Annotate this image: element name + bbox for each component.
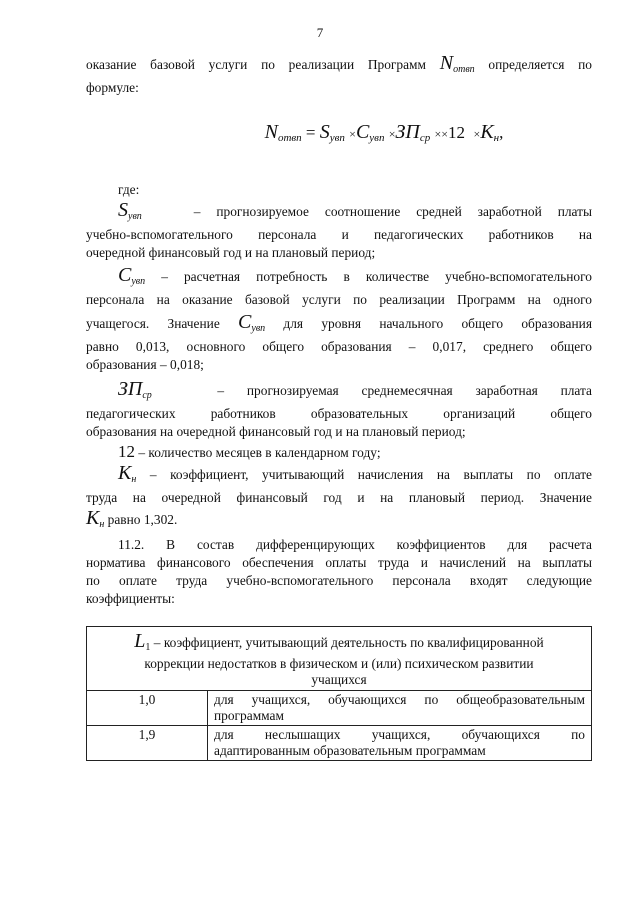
para-11-2-line-2: норматива финансового обеспечения оплаты труда и начислений на выплаты xyxy=(86,555,592,570)
symbol-zp-sr: $ЗП_{ср}$ xyxy=(118,378,152,401)
symbol-twelve: 12 xyxy=(118,442,135,461)
def-s-line-1: $S_{увп}$ – прогнозируемое соотношение средней заработной платы xyxy=(118,199,592,222)
formula: $N_{отвп} = S_{увп} \times C_{увп} \times ЗП_{ср} \times\times 12 \times K_н$, xyxy=(264,121,504,144)
def-c-line-2: персонала на оказание базовой услуги по реализации Программ на одного xyxy=(86,292,592,307)
table-header-row xyxy=(87,627,592,691)
def-c-line-4: равно 0,013, основного общего образования – 0,017, среднего общего xyxy=(86,339,592,354)
intro-line-2: формуле: xyxy=(86,80,139,95)
coefficient-description: для учащихся, обучающихся по общеобразовательным программам xyxy=(208,691,592,726)
symbol-k-n-inline: $K_н$ xyxy=(86,507,105,530)
def-k-line-3: $K_н$ равно 1,302. xyxy=(86,507,178,530)
def-c-line-5: образования – 0,018; xyxy=(86,357,204,372)
def-k-line-2: труда на очередной финансовый год и на плановый период. Значение xyxy=(86,490,592,505)
page-number: 7 xyxy=(316,25,324,40)
coefficients-table xyxy=(86,626,592,761)
symbol-c-uvp: $C_{увп}$ xyxy=(118,264,146,287)
def-zp-line-1: $ЗП_{ср}$ – прогнозируемая среднемесячная заработная плата xyxy=(118,378,592,401)
symbol-k-n: $K_н$ xyxy=(118,462,137,485)
para-11-2-line-4: коэффициенты: xyxy=(86,591,175,606)
def-c-line-1: $C_{увп}$ – расчетная потребность в количестве учебно-вспомогательного xyxy=(118,264,592,287)
where-label: где: xyxy=(118,182,140,197)
def-zp-line-2: педагогических работников образовательных организаций общего xyxy=(86,406,592,421)
def-twelve: 12 – количество месяцев в календарном году; xyxy=(118,442,381,461)
coefficient-description: для неслышащих учащихся, обучающихся по адаптированным образовательным программам xyxy=(208,726,592,761)
coefficient-value: 1,9 xyxy=(87,726,208,761)
symbol-l1: $L_1$ xyxy=(134,630,151,653)
document-body xyxy=(86,54,592,761)
symbol-s-uvp: $S_{увп}$ xyxy=(118,199,142,222)
def-c-line-3: учащегося. Значение $C_{увп}$ для уровня начального общего образования xyxy=(86,311,592,334)
para-11-2-line-1: 11.2. В состав дифференцирующих коэффициентов для расчета xyxy=(118,537,592,552)
table-row xyxy=(87,691,592,726)
def-k-line-1: $K_н$ – коэффициент, учитывающий начисления на выплаты по оплате xyxy=(118,462,592,485)
intro-line-1: оказание базовой услуги по реализации Программ $N_{отвп}$ определяется по xyxy=(86,52,593,75)
def-zp-line-3: образования на очередной финансовый год и на плановый период; xyxy=(86,424,466,439)
table-header-cell: $L_1$ – коэффициент, учитывающий деятельность по квалифицированной коррекции недостатков в физическом и (или) психическом развитии учащихся xyxy=(87,627,592,691)
para-11-2-line-3: по оплате труда учебно-вспомогательного персонала входят следующие xyxy=(86,573,592,588)
coefficient-value: 1,0 xyxy=(87,691,208,726)
def-s-line-2: учебно-вспомогательного персонала и педагогических работников на xyxy=(86,227,592,242)
symbol-c-uvp-inline: $C_{увп}$ xyxy=(238,311,266,334)
def-s-line-3: очередной финансовый год и на плановый период; xyxy=(86,245,376,260)
symbol-n-otvp: $N_{отвп}$ xyxy=(439,52,475,75)
table-row xyxy=(87,726,592,761)
